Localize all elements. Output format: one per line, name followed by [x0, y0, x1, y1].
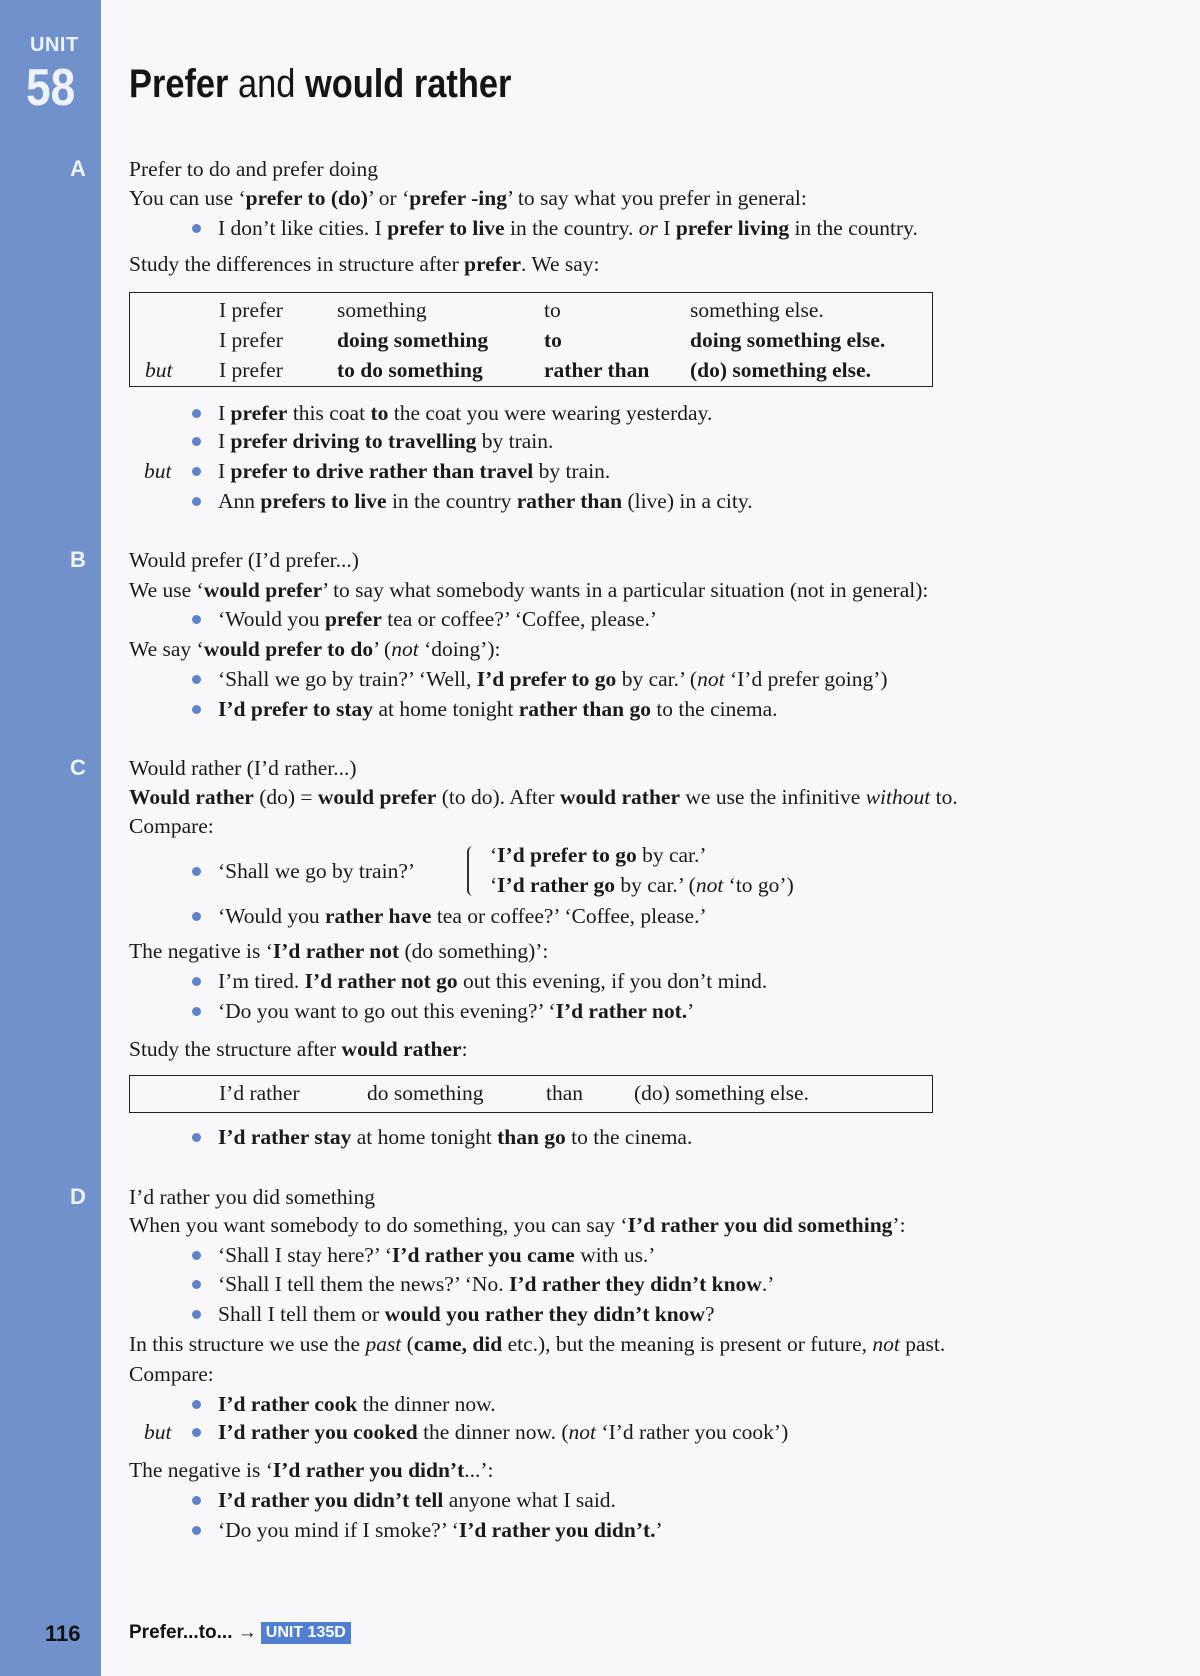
bullet-icon — [192, 1400, 201, 1409]
text-segment: (to do). After — [436, 785, 560, 809]
text-line — [129, 784, 958, 810]
text-segment: ’ ( — [373, 637, 392, 661]
table-cell: rather than — [544, 358, 650, 382]
text-segment: ‘I’d rather you cook’) — [596, 1420, 789, 1444]
text-segment: Study the structure after — [129, 1037, 342, 1061]
table-cell: something else. — [690, 298, 824, 322]
text-segment: came, did — [413, 1332, 503, 1356]
text-segment: prefer to drive rather than travel — [230, 459, 534, 483]
bullet-icon — [192, 467, 201, 476]
text-segment: ’ to say what you prefer in general: — [506, 186, 807, 210]
table-cell: I prefer — [219, 328, 283, 352]
text-segment: I — [218, 401, 231, 425]
text-segment: I’m tired. — [218, 969, 305, 993]
text-segment: not — [697, 667, 725, 691]
text-segment: the dinner now. ( — [417, 1420, 569, 1444]
bullet-icon — [192, 867, 201, 876]
bullet-icon — [192, 224, 201, 233]
text-segment: prefer driving to travelling — [230, 429, 477, 453]
text-segment: tea or coffee?’ ‘Coffee, please.’ — [381, 607, 658, 631]
text-segment: past — [365, 1332, 402, 1356]
text-segment: the coat you were wearing yesterday. — [388, 401, 713, 425]
table-cell: to — [544, 298, 561, 322]
text-segment: or — [638, 216, 658, 240]
bullet-example — [218, 1301, 715, 1327]
table-cell: (do) something else. — [634, 1081, 809, 1105]
text-segment: not — [391, 637, 419, 661]
table-cell: something — [337, 298, 427, 322]
text-segment: ’ or ‘ — [367, 186, 410, 210]
text-segment: I’d rather you did something — [627, 1213, 893, 1237]
text-line — [129, 813, 214, 839]
text-segment: I’d prefer to go — [476, 667, 617, 691]
text-segment: prefer — [230, 401, 288, 425]
text-segment: Would rather (I’d rather...) — [129, 756, 357, 780]
text-segment: not — [695, 873, 724, 897]
text-line — [129, 1361, 214, 1387]
text-segment: ’ — [655, 1518, 663, 1542]
text-segment: Prefer to do and prefer doing — [129, 157, 378, 181]
brace-icon — [467, 846, 479, 896]
text-segment: to. — [930, 785, 958, 809]
bullet-icon — [192, 1251, 201, 1260]
bullet-example — [218, 1487, 616, 1513]
text-segment: I’d rather not. — [555, 999, 688, 1023]
bullet-example — [218, 1124, 692, 1150]
text-segment: I — [657, 216, 676, 240]
bullet-icon — [192, 497, 201, 506]
text-segment: Would prefer (I’d prefer...) — [129, 548, 359, 572]
bullet-example — [218, 1271, 774, 1297]
bullet-example — [218, 400, 712, 426]
text-segment: by car.’ ( — [616, 667, 698, 691]
bullet-example — [218, 1242, 655, 1268]
table-cell: to do something — [337, 358, 483, 382]
text-segment: prefer — [464, 252, 522, 276]
text-segment: to the cinema. — [650, 697, 778, 721]
section-label: C — [70, 755, 86, 780]
text-segment: would prefer — [203, 578, 323, 602]
bullet-icon — [192, 912, 201, 921]
text-segment: prefer — [324, 607, 382, 631]
text-segment: I — [218, 459, 231, 483]
bullet-icon — [192, 675, 201, 684]
text-segment: prefer to live — [387, 216, 505, 240]
table-cell: to — [544, 328, 562, 352]
text-segment: ‘Do you mind if I smoke?’ ‘ — [218, 1518, 459, 1542]
bullet-icon — [192, 1428, 201, 1437]
but-label: but — [144, 1420, 172, 1444]
text-segment: ’ — [687, 999, 695, 1023]
text-segment: Compare: — [129, 1362, 214, 1386]
text-segment: The negative is ‘ — [129, 1458, 273, 1482]
text-segment: ‘to go’) — [723, 873, 794, 897]
text-segment: in the country — [386, 489, 517, 513]
text-segment: I’d prefer to go — [497, 843, 637, 867]
text-segment: would prefer to do — [203, 637, 374, 661]
text-segment: Would rather — [129, 785, 254, 809]
text-segment: at home tonight — [373, 697, 519, 721]
text-segment: In this structure we use the — [129, 1332, 366, 1356]
table-cell: I prefer — [219, 358, 283, 382]
text-segment: ( — [401, 1332, 414, 1356]
text-segment: We say ‘ — [129, 637, 204, 661]
text-segment: ‘Shall I tell them the news?’ ‘No. — [218, 1272, 509, 1296]
text-segment: anyone what I said. — [443, 1488, 616, 1512]
bullet-example — [218, 696, 778, 722]
text-segment: rather than — [516, 489, 623, 513]
text-segment: the dinner now. — [357, 1392, 496, 1416]
text-line — [129, 1457, 494, 1483]
text-segment: would prefer — [317, 785, 437, 809]
text-line — [129, 251, 600, 277]
table-cell: do something — [367, 1081, 484, 1105]
bullet-icon — [192, 1526, 201, 1535]
text-segment: ‘Shall I stay here?’ ‘ — [218, 1243, 392, 1267]
section-label: D — [70, 1184, 86, 1209]
bullet-example — [218, 1391, 496, 1417]
bullet-icon — [192, 409, 201, 418]
bullet-example — [218, 428, 553, 454]
text-segment: ’: — [892, 1213, 906, 1237]
text-segment: would you rather they didn’t know — [384, 1302, 705, 1326]
bullet-icon — [192, 1496, 201, 1505]
title-would-rather: would rather — [304, 62, 512, 106]
text-segment: ? — [704, 1302, 715, 1326]
table-cell: (do) something else. — [690, 358, 871, 382]
text-line — [129, 938, 548, 964]
text-line — [129, 547, 359, 573]
bullet-icon — [192, 615, 201, 624]
text-line — [129, 185, 807, 211]
bullet-example — [218, 998, 694, 1024]
text-segment: etc.), but the meaning is present or future, — [502, 1332, 873, 1356]
text-segment: at home tonight — [351, 1125, 498, 1149]
text-line — [129, 1184, 375, 1210]
bullet-icon — [192, 1133, 201, 1142]
text-segment: tea or coffee?’ ‘Coffee, please.’ — [431, 904, 707, 928]
bullet-icon — [192, 705, 201, 714]
structure-table-prefer — [129, 292, 933, 387]
table-cell: I’d rather — [219, 1081, 300, 1105]
text-segment: (do something)’: — [399, 939, 549, 963]
bullet-example — [218, 606, 657, 632]
unit-label: UNIT — [30, 34, 79, 56]
text-segment: ‘Shall we go by train?’ — [218, 859, 416, 883]
text-segment: to — [370, 401, 389, 425]
text-segment: not — [872, 1332, 900, 1356]
brace-option — [490, 872, 794, 898]
unit-sidebar — [0, 0, 101, 1676]
text-segment: ‘ — [490, 873, 498, 897]
text-segment: I’d rather not — [272, 939, 400, 963]
text-segment: You can use ‘ — [129, 186, 246, 210]
text-segment: We use ‘ — [129, 578, 204, 602]
text-segment: I’d rather you did something — [129, 1185, 376, 1209]
text-segment: prefers to live — [260, 489, 387, 513]
text-segment: ‘Do you want to go out this evening?’ ‘ — [218, 999, 556, 1023]
text-segment: I’d rather you came — [391, 1243, 575, 1267]
text-segment: I’d rather go — [497, 873, 616, 897]
text-segment: prefer -ing — [409, 186, 507, 210]
text-segment: ‘ — [490, 843, 498, 867]
table-cell: but — [145, 358, 173, 382]
text-segment: I’d rather stay — [218, 1125, 352, 1149]
text-segment: by train. — [533, 459, 611, 483]
text-segment: Study the differences in structure after — [129, 252, 465, 276]
text-segment: in the country. — [789, 216, 918, 240]
text-segment: I — [218, 429, 231, 453]
text-segment: would rather — [559, 785, 680, 809]
text-segment: When you want somebody to do something, you can say ‘ — [129, 1213, 628, 1237]
text-segment: .’ — [761, 1272, 775, 1296]
text-segment: than go — [497, 1125, 566, 1149]
text-segment: prefer living — [675, 216, 790, 240]
text-segment: ‘Would you — [218, 904, 325, 928]
bullet-example — [218, 488, 753, 514]
text-segment: with us.’ — [574, 1243, 656, 1267]
text-segment: Shall I tell them or — [218, 1302, 385, 1326]
bullet-icon — [192, 437, 201, 446]
text-segment: I’d rather you didn’t. — [458, 1518, 656, 1542]
text-segment: ...’: — [464, 1458, 494, 1482]
text-segment: ‘I’d prefer going’) — [724, 667, 888, 691]
table-cell: doing something — [337, 328, 489, 352]
page-title — [129, 62, 511, 107]
table-cell: I prefer — [219, 298, 283, 322]
text-segment: would rather — [341, 1037, 462, 1061]
but-label: but — [144, 459, 172, 483]
text-line — [129, 636, 501, 662]
text-segment: I’d prefer to stay — [218, 697, 374, 721]
bullet-icon — [192, 977, 201, 986]
cross-reference — [129, 1622, 351, 1644]
title-and: and — [228, 62, 305, 106]
bullet-icon — [192, 1280, 201, 1289]
text-segment: ‘doing’): — [418, 637, 501, 661]
text-segment: by car.’ — [636, 843, 707, 867]
text-segment: prefer to (do) — [245, 186, 368, 210]
bullet-example — [218, 215, 918, 241]
bullet-example — [218, 903, 707, 929]
text-line — [129, 1036, 468, 1062]
text-segment: I don’t like cities. I — [218, 216, 388, 240]
text-segment: . We say: — [521, 252, 600, 276]
text-segment: The negative is ‘ — [129, 939, 273, 963]
bullet-example — [218, 1517, 663, 1543]
title-prefer: Prefer — [129, 62, 229, 106]
text-segment: ’ to say what somebody wants in a particular situation (not in general): — [322, 578, 929, 602]
text-segment: Compare: — [129, 814, 214, 838]
text-segment: past. — [899, 1332, 946, 1356]
text-line — [129, 1212, 906, 1238]
bullet-icon — [192, 1007, 201, 1016]
text-line — [129, 577, 928, 603]
text-segment: : — [461, 1037, 468, 1061]
text-segment: I’d rather you didn’t — [272, 1458, 465, 1482]
text-segment: by car.’ ( — [615, 873, 696, 897]
unit-link-badge[interactable]: UNIT 135D — [261, 1622, 351, 1644]
text-segment: rather than go — [518, 697, 651, 721]
text-line — [129, 1331, 945, 1357]
text-segment: rather have — [324, 904, 432, 928]
text-segment: out this evening, if you don’t mind. — [457, 969, 768, 993]
bullet-icon — [192, 1310, 201, 1319]
text-segment: I’d rather they didn’t know — [508, 1272, 762, 1296]
text-segment: I’d rather you didn’t tell — [218, 1488, 444, 1512]
text-segment: by train. — [476, 429, 554, 453]
text-segment: (live) in a city. — [622, 489, 753, 513]
text-segment: we use the infinitive — [680, 785, 866, 809]
bullet-example — [218, 858, 415, 884]
xref-text: Prefer...to... → — [129, 1622, 257, 1644]
text-segment: to the cinema. — [565, 1125, 693, 1149]
text-segment: ‘Would you — [218, 607, 325, 631]
text-segment: not — [568, 1420, 597, 1444]
bullet-example — [218, 458, 610, 484]
text-segment: in the country. — [504, 216, 639, 240]
text-segment: this coat — [287, 401, 371, 425]
table-cell: than — [546, 1081, 584, 1105]
text-segment: without — [865, 785, 931, 809]
unit-number: 58 — [26, 59, 76, 117]
text-segment: ‘Shall we go by train?’ ‘Well, — [218, 667, 477, 691]
section-label: B — [70, 547, 86, 572]
page-number: 116 — [45, 1621, 81, 1646]
bullet-example — [218, 968, 767, 994]
brace-option — [490, 842, 707, 868]
bullet-example — [218, 666, 888, 692]
text-segment: I’d rather cook — [218, 1392, 358, 1416]
text-segment: I’d rather you cooked — [218, 1420, 418, 1444]
bullet-example — [218, 1419, 788, 1445]
text-segment: (do) = — [253, 785, 318, 809]
structure-table-rather — [129, 1075, 933, 1113]
table-cell: doing something else. — [690, 328, 886, 352]
text-line — [129, 755, 357, 781]
text-line — [129, 156, 378, 182]
section-label: A — [70, 156, 86, 181]
text-segment: Ann — [218, 489, 261, 513]
text-segment: I’d rather not go — [304, 969, 458, 993]
